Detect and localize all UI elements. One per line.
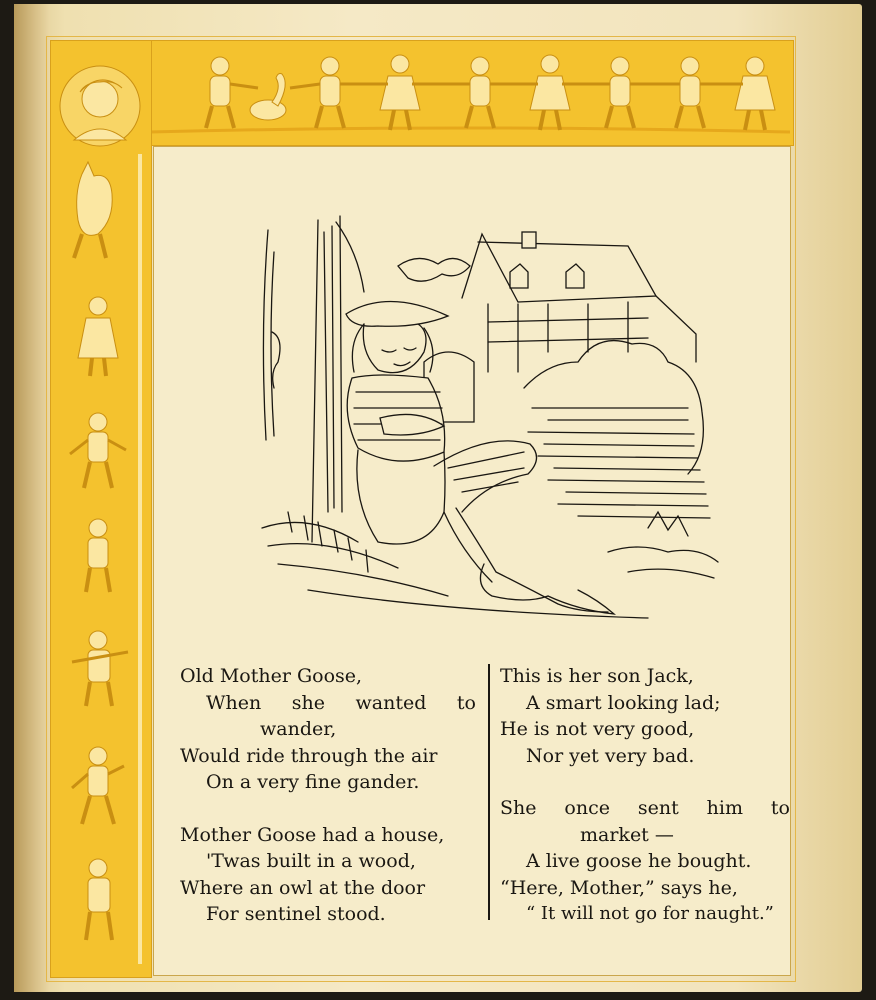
stanza-break — [500, 769, 790, 795]
stanza-break — [180, 796, 476, 822]
poem-line: A smart looking lad; — [526, 691, 721, 714]
child-figure-8 — [735, 57, 775, 130]
vignette-boy-3 — [72, 747, 124, 824]
hedge-drawing — [524, 341, 710, 518]
house-drawing — [424, 232, 696, 422]
child-figure-7 — [676, 57, 704, 128]
left-border-vignettes — [52, 44, 148, 972]
poem-line: “ It will not go for naught.” — [526, 903, 774, 924]
vignette-boy-2 — [86, 519, 110, 592]
poem-line: Mother Goose had a house, — [180, 823, 445, 846]
poem-line: When she wanted to — [206, 691, 476, 714]
poem-line: Old Mother Goose, — [180, 665, 363, 687]
child-figure-3 — [380, 55, 420, 130]
vignette-fiddler — [72, 631, 128, 706]
child-figure-1 — [206, 57, 234, 128]
cat-figure — [74, 162, 112, 258]
poem-line: 'Twas built in a wood, — [206, 850, 416, 872]
page-gutter — [14, 4, 50, 992]
poem-line: This is her son Jack, — [500, 665, 694, 687]
poem-line: Nor yet very bad. — [526, 744, 695, 767]
poem-right-column — [500, 663, 790, 928]
vignette-boy-4 — [86, 859, 112, 940]
poem-line: wander, — [260, 718, 337, 740]
child-figure-4 — [466, 57, 494, 128]
child-figure-6 — [606, 57, 634, 128]
goose-figure — [250, 74, 286, 121]
poem-line: For sentinel stood. — [206, 903, 386, 925]
chimney-smoke — [398, 258, 470, 281]
engraving-illustration — [248, 212, 728, 642]
child-figure-2 — [316, 57, 344, 128]
vignette-boy-1 — [70, 413, 126, 488]
column-divider — [488, 664, 490, 920]
poem-line: Where an owl at the door — [180, 876, 426, 899]
poem-line: She once sent him to — [500, 797, 790, 819]
grass-ground — [262, 512, 718, 618]
poem-line: A live goose he bought. — [526, 850, 752, 872]
child-figure-5 — [530, 55, 570, 130]
poem-line: He is not very good, — [500, 718, 695, 740]
portrait-medallion — [60, 66, 140, 146]
poem-line: Would ride through the air — [180, 744, 438, 767]
frieze-figures — [150, 44, 790, 140]
tree-trunk — [263, 216, 364, 542]
boy-figure — [346, 301, 614, 614]
poem-line: market — — [580, 823, 674, 846]
poem-line: “Here, Mother,” says he, — [500, 876, 738, 899]
poem-line: On a very fine gander. — [206, 771, 420, 793]
vignette-girl — [78, 297, 118, 376]
poem-left-column — [180, 663, 476, 928]
